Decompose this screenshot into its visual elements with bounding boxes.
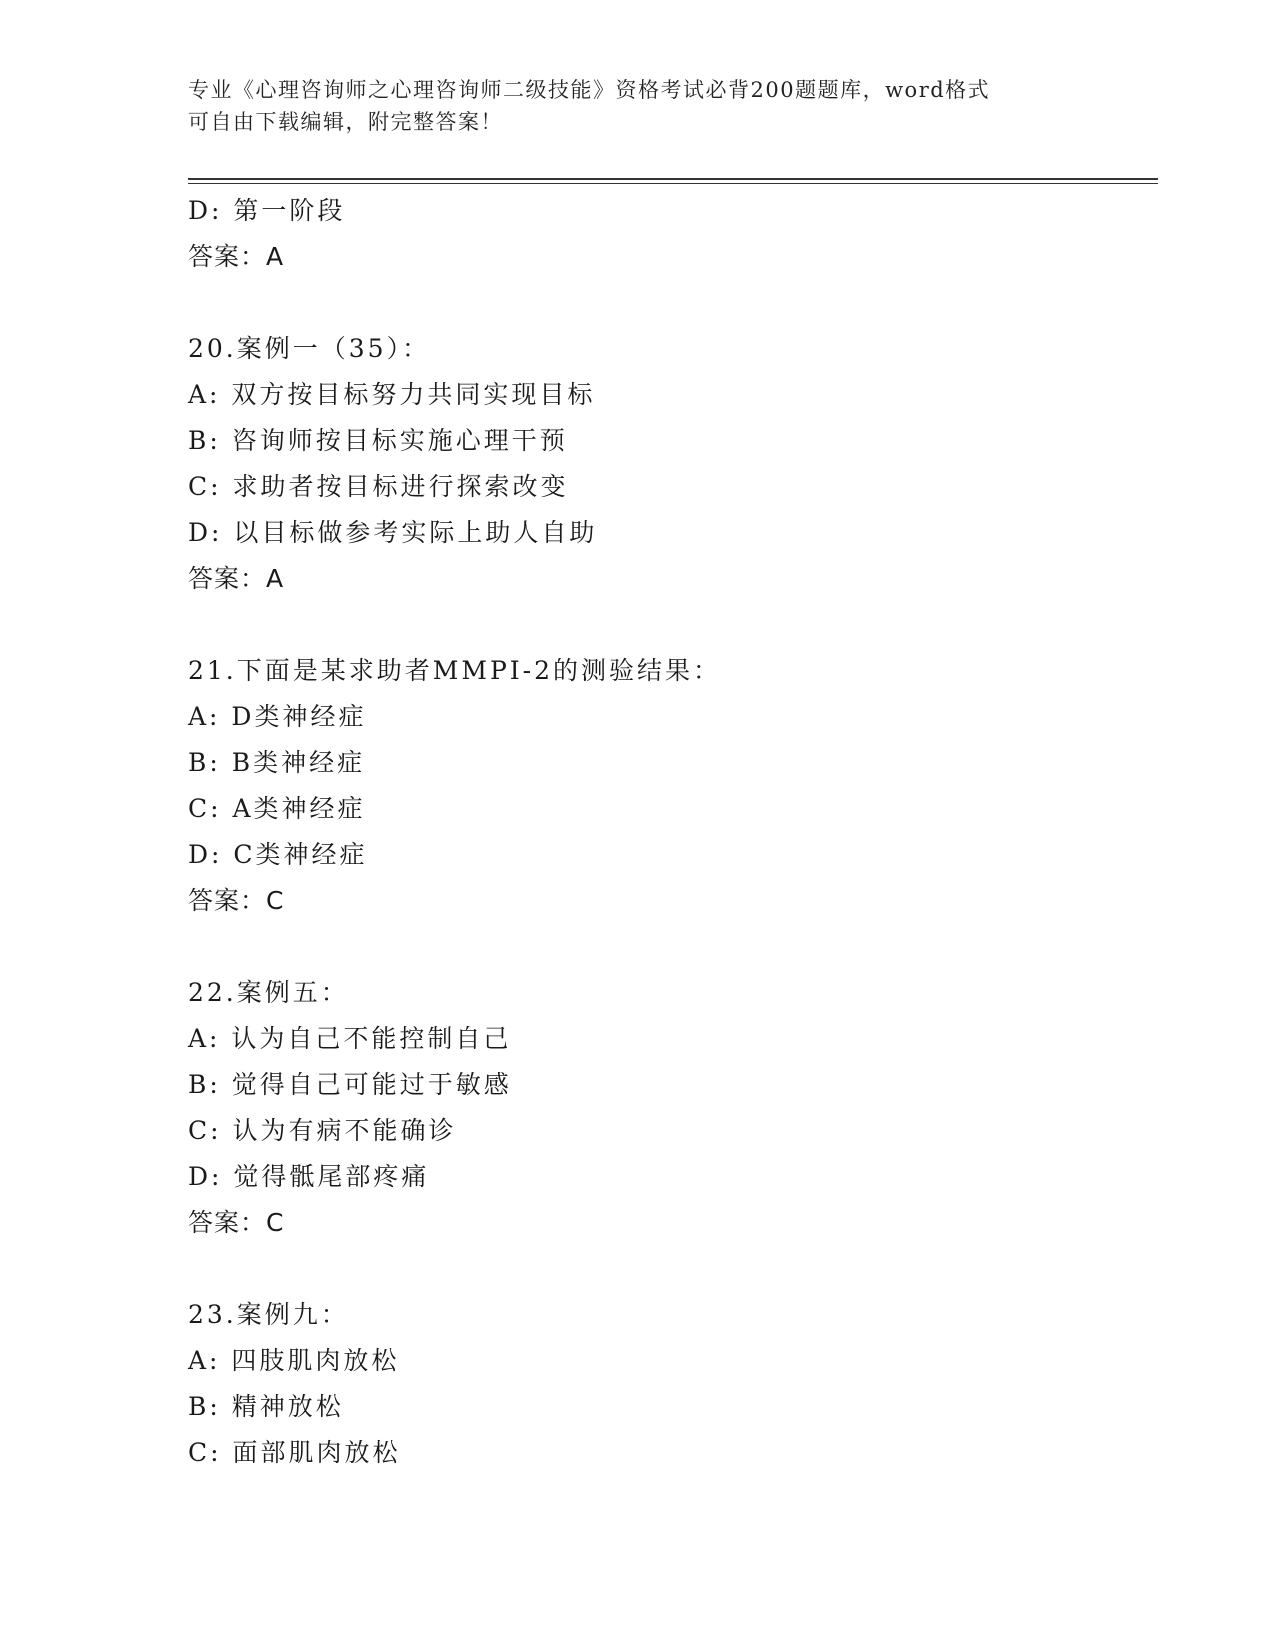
question-21-option-a: A: D类神经症 (188, 702, 367, 731)
prev-answer: 答案：A (188, 242, 285, 271)
spacer (188, 280, 1148, 326)
spacer (188, 602, 1148, 648)
question-22-option-d: D: 觉得骶尾部疼痛 (188, 1162, 430, 1191)
question-21-stem: 21.下面是某求助者MMPI-2的测验结果： (188, 656, 722, 685)
question-22-option-a: A: 认为自己不能控制自己 (188, 1024, 512, 1053)
question-22-option-b: B: 觉得自己可能过于敏感 (188, 1070, 512, 1099)
question-23-option-a: A: 四肢肌肉放松 (188, 1346, 400, 1375)
question-21-option-d: D: C类神经症 (188, 840, 368, 869)
question-21-option-c: C: A类神经症 (188, 794, 366, 823)
question-20-option-b: B: 咨询师按目标实施心理干预 (188, 426, 568, 455)
page-header (188, 74, 1068, 138)
question-23-option-c: C: 面部肌肉放松 (188, 1438, 401, 1467)
spacer (188, 924, 1148, 970)
question-20-answer: 答案：A (188, 564, 285, 593)
question-22-option-c: C: 认为有病不能确诊 (188, 1116, 457, 1145)
header-line-1: 专业《心理咨询师之心理咨询师二级技能》资格考试必背200题题库，word格式 (188, 78, 991, 102)
question-list (188, 188, 1148, 1476)
question-23-option-b: B: 精神放松 (188, 1392, 344, 1421)
question-20-option-d: D: 以目标做参考实际上助人自助 (188, 518, 598, 547)
spacer (188, 1246, 1148, 1292)
question-20-stem: 20.案例一（35）： (188, 334, 431, 363)
header-rule-secondary (188, 183, 1158, 184)
header-rule (188, 178, 1158, 180)
question-22-stem: 22.案例五： (188, 978, 349, 1007)
question-23-stem: 23.案例九： (188, 1300, 349, 1329)
question-21-option-b: B: B类神经症 (188, 748, 366, 777)
question-20-option-c: C: 求助者按目标进行探索改变 (188, 472, 569, 501)
header-line-2: 可自由下载编辑，附完整答案！ (188, 110, 503, 134)
question-20-option-a: A: 双方按目标努力共同实现目标 (188, 380, 596, 409)
question-22-answer: 答案：C (188, 1208, 285, 1237)
question-21-answer: 答案：C (188, 886, 285, 915)
prev-option-d: D: 第一阶段 (188, 196, 346, 225)
